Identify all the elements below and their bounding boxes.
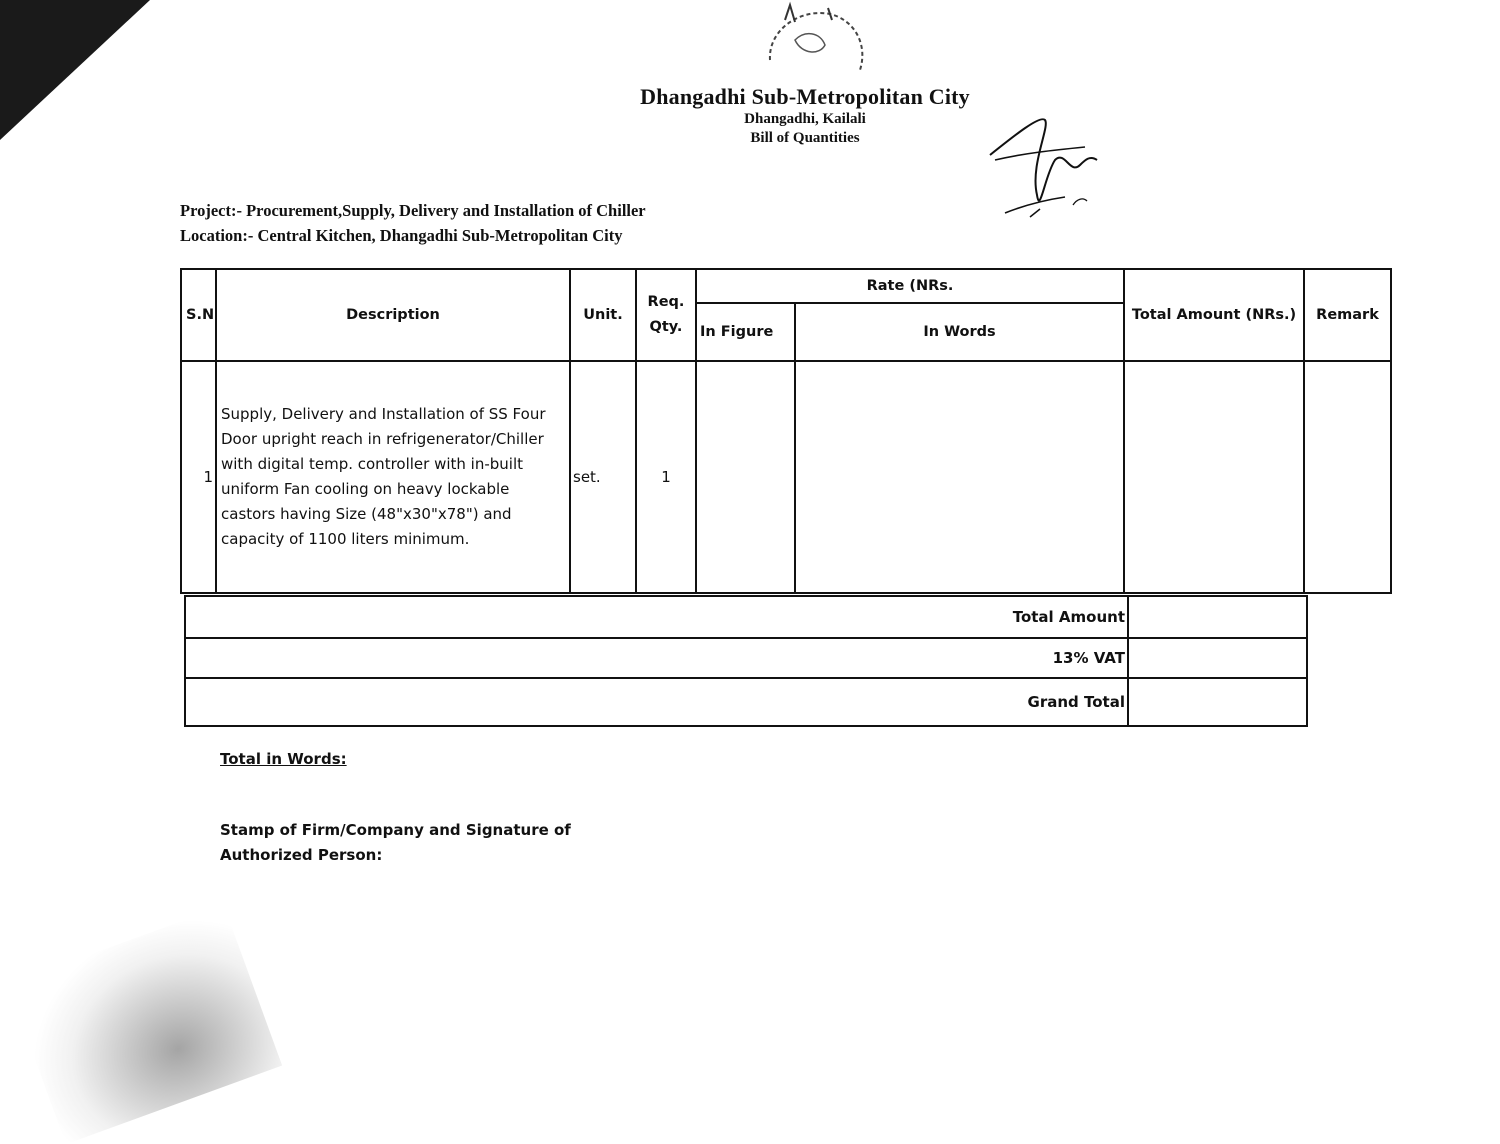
scan-smudge [8,906,282,1144]
col-header-in-words: In Words [795,303,1124,361]
project-line: Project:- Procurement,Supply, Delivery and Installation of Chiller [180,201,646,220]
location-line: Location:- Central Kitchen, Dhangadhi Sub-Metropolitan City [180,226,623,245]
col-header-req-qty [636,269,696,361]
col-header-remark: Remark [1304,269,1391,361]
cell-description: Supply, Delivery and Installation of SS Four Door upright reach in refrigenerator/Chiller with digital temp. controller with in-built uniform Fan cooling on heavy lockable castors having Size (48"x30"x78") and capacity of 1100 liters minimum. [216,361,570,593]
vat-value [1128,638,1307,678]
cell-total [1124,361,1304,593]
col-header-description: Description [216,269,570,361]
cell-rate-figure [696,361,795,593]
totals-table [184,595,1308,727]
total-in-words-label: Total in Words: [220,750,347,768]
signature-scribble [985,105,1110,225]
col-header-total-amount: Total Amount (NRs.) [1124,269,1304,361]
project-info [180,198,646,248]
document-title: Bill of Quantities [750,130,860,146]
cell-unit: set. [570,361,636,593]
total-amount-row [185,596,1307,638]
total-amount-value [1128,596,1307,638]
cell-qty: 1 [636,361,696,593]
grand-total-label: Grand Total [185,678,1128,726]
document-header [560,84,1050,148]
organization-name: Dhangadhi Sub-Metropolitan City [640,84,970,109]
col-header-rate: Rate (NRs. [696,269,1124,303]
stamp-signature-label: Stamp of Firm/Company and Signature of Authorized Person: [220,821,571,864]
cell-rate-words [795,361,1124,593]
organization-address: Dhangadhi, Kailali [744,111,866,127]
bill-of-quantities-table [180,268,1392,594]
cell-sn: 1 [181,361,216,593]
col-header-sn: S.N [181,269,216,361]
table-row [181,361,1391,593]
page-corner-shadow [0,0,150,140]
total-amount-label: Total Amount [185,596,1128,638]
grand-total-value [1128,678,1307,726]
table-header-row-1 [181,269,1391,303]
vat-row [185,638,1307,678]
grand-total-row [185,678,1307,726]
qty-label: Qty. [649,319,683,335]
req-label: Req. [647,294,685,310]
col-header-unit: Unit. [570,269,636,361]
cell-remark [1304,361,1391,593]
col-header-in-figure: In Figure [696,303,795,361]
vat-label: 13% VAT [185,638,1128,678]
